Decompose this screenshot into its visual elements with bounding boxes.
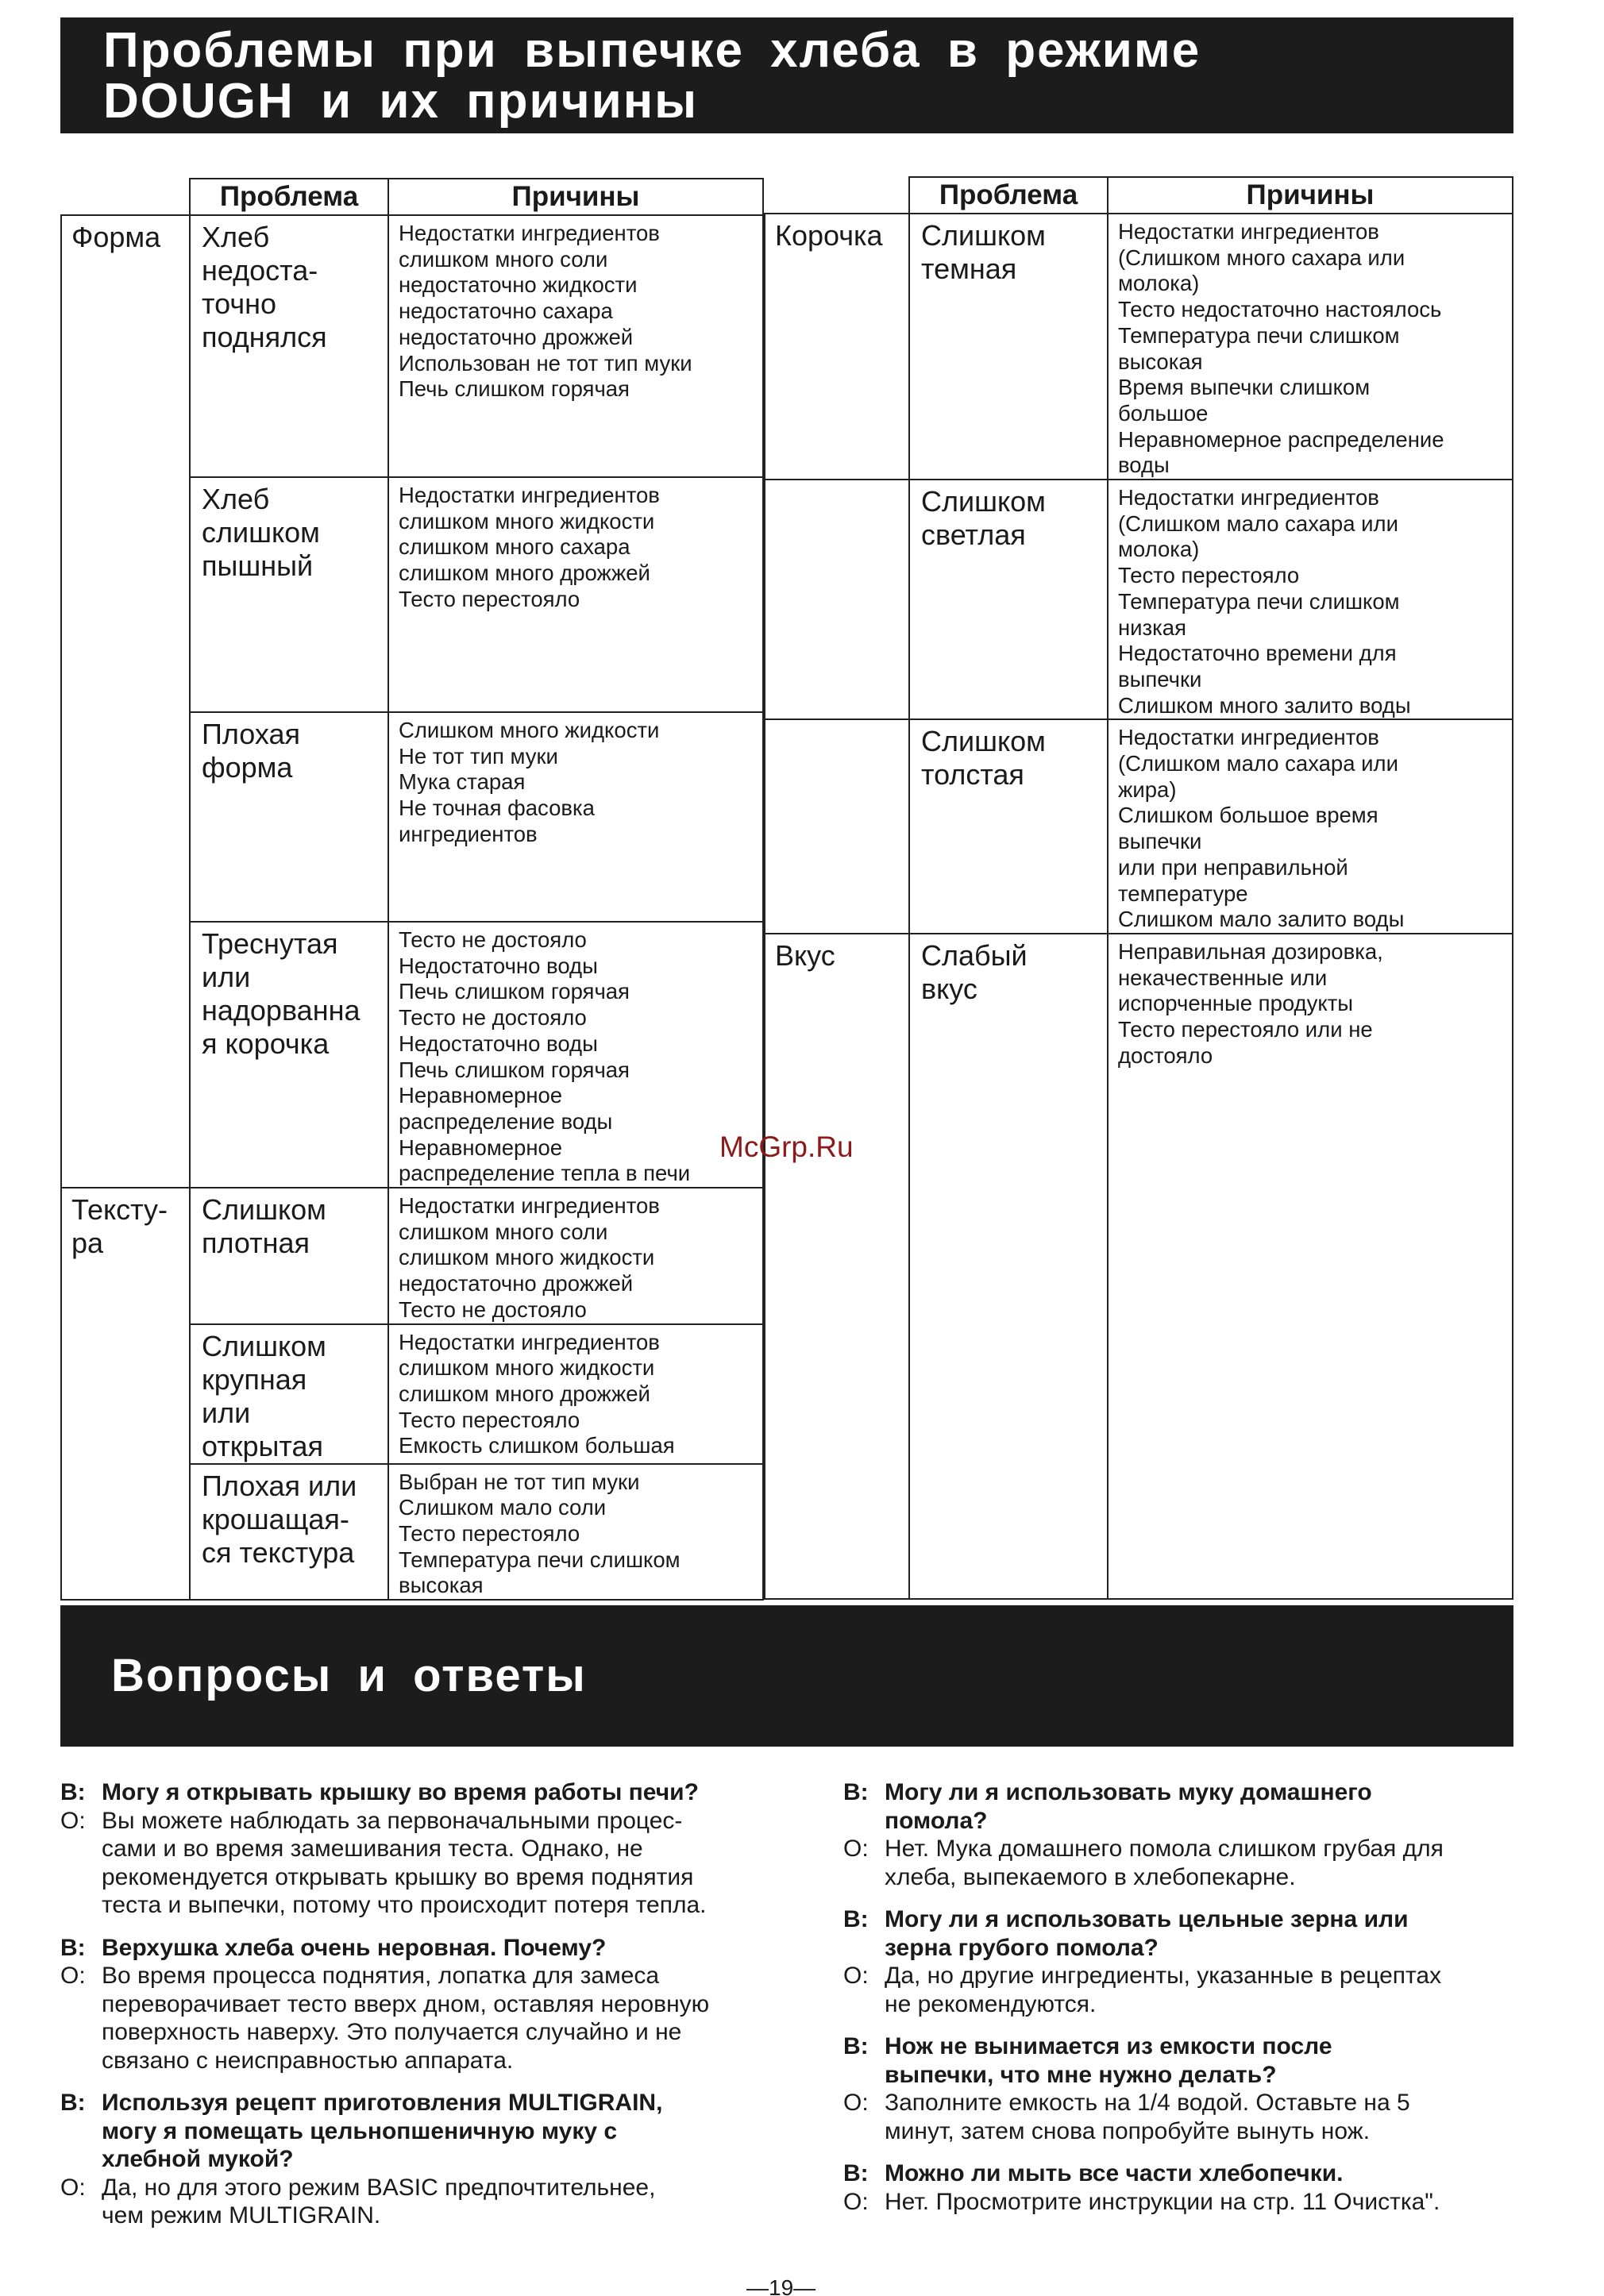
cause-line: Слишком много залито воды — [1118, 692, 1411, 718]
question-line — [843, 1807, 1558, 1836]
answer-line — [60, 2018, 815, 2047]
problem-text-line: Плохая или — [202, 1469, 357, 1502]
cause-line: Температура печи слишком — [399, 1547, 681, 1572]
category-label: ра — [71, 1227, 104, 1260]
causes-cell — [388, 1464, 763, 1601]
table-row — [61, 477, 763, 712]
question-text: выпечки, что мне нужно делать? — [885, 2061, 1277, 2088]
answer-prefix: О: — [843, 1963, 869, 1989]
qa-item — [843, 1905, 1558, 2018]
answer-prefix: О: — [60, 1963, 86, 1989]
category-cell — [61, 215, 190, 477]
causes-cell — [388, 215, 763, 477]
cause-line: воды — [1118, 453, 1170, 478]
answer-text: сами и во время замешивания теста. Однако, не — [102, 1836, 643, 1862]
blank-header-cell — [61, 179, 190, 215]
answer-text: Вы можете наблюдать за первоначальными процес- — [102, 1807, 683, 1834]
table-row — [765, 719, 1513, 934]
answer-line — [843, 1863, 1558, 1892]
cause-line: Слишком мало залито воды — [1118, 907, 1405, 932]
answer-line — [843, 2117, 1558, 2146]
problem-text-line: поднялся — [202, 321, 327, 353]
problem-cell — [190, 477, 388, 712]
answer-prefix: О: — [843, 2188, 869, 2215]
category-label: Форма — [71, 221, 161, 253]
question-line — [843, 2159, 1558, 2188]
problem-cell — [909, 719, 1108, 934]
answer-line — [60, 1990, 815, 2019]
causes-cell — [388, 922, 763, 1188]
question-prefix: В: — [60, 1779, 86, 1805]
causes-cell — [1108, 719, 1513, 934]
problem-text-line: надорванна — [202, 994, 361, 1027]
qa-item — [60, 2089, 815, 2230]
cause-line: молока) — [1118, 271, 1200, 296]
page-number: —19— — [746, 2275, 816, 2296]
column-header-problem: Проблема — [190, 179, 388, 215]
cause-line: Выбран не тот тип муки — [399, 1469, 640, 1494]
causes-cell — [1108, 934, 1513, 1599]
problem-cell — [909, 214, 1108, 480]
category-cell — [61, 477, 190, 712]
problem-text-line: темная — [921, 252, 1017, 285]
answer-line — [843, 1835, 1558, 1863]
category-cell — [765, 934, 909, 1599]
answer-line — [60, 1863, 815, 1892]
cause-line: слишком много сахара — [399, 534, 630, 560]
answer-prefix: О: — [60, 2174, 86, 2201]
problem-text-line: вкус — [921, 972, 977, 1005]
question-text: Нож не вынимается из емкости после — [885, 2033, 1332, 2059]
answer-text: переворачивает тесто вверх дном, оставляя неровную — [102, 1990, 710, 2017]
cause-line: Неравномерное — [399, 1135, 563, 1160]
cause-line: Неравномерное — [399, 1083, 563, 1108]
category-cell — [765, 719, 909, 934]
qa-item — [60, 1778, 815, 1920]
question-text: Могу ли я использовать цельные зерна или — [885, 1906, 1409, 1932]
cause-line: Время выпечки слишком — [1118, 375, 1371, 400]
qa-column-left — [60, 1778, 815, 2244]
table-row — [765, 214, 1513, 480]
category-cell — [61, 1324, 190, 1464]
question-text: могу я помещать цельнопшеничную муку с — [102, 2117, 618, 2144]
cause-line: недостаточно дрожжей — [399, 1271, 634, 1296]
section-title-line-2: DOUGH и их причины — [103, 74, 699, 129]
cause-line: (Слишком много сахара или — [1118, 245, 1405, 270]
problem-text-line: недоста- — [202, 254, 318, 287]
cause-line: слишком много дрожжей — [399, 1381, 650, 1406]
cause-line: температуре — [1118, 880, 1248, 906]
problem-text-line: я корочка — [202, 1027, 330, 1060]
answer-text: теста и выпечки, потому что происходит потеря тепла. — [102, 1892, 707, 1918]
answer-prefix: О: — [843, 1836, 869, 1862]
problem-text-line: светлая — [921, 518, 1026, 552]
cause-line: Использован не тот тип муки — [399, 350, 692, 376]
cause-line: распределение тепла в печи — [399, 1161, 691, 1186]
cause-line: слишком много соли — [399, 1219, 608, 1244]
causes-cell — [1108, 480, 1513, 719]
cause-line: (Слишком мало сахара или — [1118, 751, 1398, 776]
question-line — [843, 1905, 1558, 1934]
problem-cell — [190, 1324, 388, 1464]
qa-item — [843, 1778, 1558, 1891]
answer-text: Нет. Просмотрите инструкции на стр. 11 Очистка". — [885, 2188, 1440, 2215]
question-text: Могу ли я использовать муку домашнего — [885, 1779, 1372, 1805]
answer-text: поверхность наверху. Это получается случайно и не — [102, 2019, 682, 2045]
question-text: Верхушка хлеба очень неровная. Почему? — [102, 1934, 607, 1961]
question-line — [60, 2117, 815, 2146]
cause-line: Печь слишком горячая — [399, 979, 630, 1004]
cause-line: Тесто перестояло или не — [1118, 1017, 1373, 1042]
problem-text-line: толстая — [921, 758, 1024, 792]
answer-line — [60, 1891, 815, 1920]
cause-line: Недостатки ингредиентов — [1118, 725, 1379, 750]
problem-text-line: плотная — [202, 1227, 310, 1260]
cause-line: Недостаточно времени для — [1118, 641, 1397, 666]
blank-header-cell — [765, 177, 909, 214]
qa-item — [843, 2032, 1558, 2145]
causes-cell — [388, 1324, 763, 1464]
causes-cell — [388, 477, 763, 712]
cause-line: Не точная фасовка — [399, 796, 595, 821]
cause-line: слишком много жидкости — [399, 1355, 655, 1381]
cause-line: ингредиентов — [399, 821, 538, 846]
answer-text: Заполните емкость на 1/4 водой. Оставьте на 5 — [885, 2090, 1410, 2116]
problem-text-line: Хлеб — [202, 483, 270, 515]
troubleshooting-table-left — [60, 178, 764, 1601]
answer-line — [60, 2174, 815, 2202]
cause-line: большое — [1118, 400, 1209, 426]
category-label: Тексту- — [71, 1193, 168, 1227]
problem-cell — [190, 1464, 388, 1601]
table-row — [61, 1188, 763, 1324]
answer-prefix: О: — [60, 1807, 86, 1834]
problem-cell — [909, 480, 1108, 719]
table-row — [61, 712, 763, 922]
question-prefix: В: — [60, 2090, 86, 2116]
problem-text-line: Треснутая — [202, 927, 338, 960]
category-cell — [765, 480, 909, 719]
problem-text-line: пышный — [202, 549, 314, 582]
watermark: McGrp.Ru — [719, 1131, 854, 1163]
category-label: Вкус — [775, 938, 835, 972]
cause-line: достояло — [1118, 1042, 1213, 1068]
problem-text-line: форма — [202, 751, 293, 784]
problem-text-line: открытая — [202, 1429, 323, 1462]
question-prefix: В: — [843, 1906, 869, 1932]
answer-text: минут, затем снова попробуйте вынуть нож. — [885, 2117, 1371, 2144]
cause-line: Емкость слишком большая — [399, 1433, 675, 1458]
problem-text-line: Слабый — [921, 938, 1028, 972]
cause-line: Тесто не достояло — [399, 1005, 587, 1031]
cause-line: испорченные продукты — [1118, 991, 1354, 1016]
problem-text-line: крупная — [202, 1362, 307, 1396]
section-title-line-1: Проблемы при выпечке хлеба в режиме — [103, 23, 1201, 78]
question-text: помола? — [885, 1807, 988, 1834]
answer-text: чем режим MULTIGRAIN. — [102, 2202, 381, 2229]
cause-line: низкая — [1118, 614, 1186, 640]
cause-line: Недостаточно воды — [399, 1031, 598, 1056]
qa-item — [843, 2159, 1558, 2216]
answer-text: рекомендуется открывать крышку во время поднятия — [102, 1863, 694, 1890]
cause-line: Температура печи слишком — [1118, 322, 1400, 348]
answer-text: Да, но другие ингредиенты, указанные в рецептах — [885, 1963, 1442, 1989]
category-cell — [61, 922, 190, 1188]
problem-text-line: Плохая — [202, 718, 301, 750]
cause-line: Печь слишком горячая — [399, 376, 630, 402]
cause-line: Слишком много жидкости — [399, 718, 660, 742]
question-line — [60, 2089, 815, 2117]
troubleshooting-table-right — [764, 176, 1513, 1600]
answer-text: Во время процесса поднятия, лопатка для замеса — [102, 1963, 660, 1989]
cause-line: Неравномерное распределение — [1118, 426, 1444, 452]
category-label: Корочка — [775, 219, 883, 252]
answer-text: не рекомендуются. — [885, 1990, 1097, 2017]
question-prefix: В: — [843, 2160, 869, 2186]
cause-line: Недостатки ингредиентов — [399, 1193, 660, 1219]
cause-line: Тесто перестояло — [399, 1520, 580, 1546]
cause-line: слишком много дрожжей — [399, 561, 650, 586]
question-line — [843, 1778, 1558, 1807]
category-cell — [765, 214, 909, 480]
answer-line — [843, 2188, 1558, 2217]
cause-line: высокая — [399, 1573, 484, 1598]
cause-line: слишком много жидкости — [399, 1245, 655, 1270]
category-cell — [61, 1188, 190, 1324]
cause-line: некачественные или — [1118, 965, 1328, 990]
cause-line: высокая — [1118, 349, 1203, 374]
problem-text-line: Слишком — [202, 1193, 326, 1227]
question-line — [843, 1934, 1558, 1963]
cause-line: распределение воды — [399, 1108, 613, 1134]
answer-text: Да, но для этого режим BASIC предпочтительнее, — [102, 2174, 656, 2201]
cause-line: Слишком большое время — [1118, 803, 1378, 828]
cause-line: Тесто перестояло — [1118, 563, 1300, 588]
cause-line: Недостатки ингредиентов — [399, 221, 660, 245]
cause-line: Слишком мало соли — [399, 1495, 607, 1520]
problem-text-line: Слишком — [202, 1329, 326, 1362]
cause-line: Недостатки ингредиентов — [1118, 485, 1379, 510]
question-prefix: В: — [60, 1934, 86, 1961]
column-header-causes: Причины — [388, 179, 763, 215]
cause-line: Недостатки ингредиентов — [399, 483, 660, 507]
answer-line — [60, 1962, 815, 1990]
problem-text-line: крошащая- — [202, 1502, 349, 1535]
causes-cell — [1108, 214, 1513, 480]
cause-line: Недостатки ингредиентов — [1118, 219, 1379, 244]
section-title-banner-qa: Вопросы и ответы — [60, 1605, 1513, 1747]
question-line — [843, 2061, 1558, 2090]
question-text: Могу я открывать крышку во время работы печи? — [102, 1779, 699, 1805]
problem-text-line: Слишком — [921, 725, 1046, 758]
problem-text-line: или — [202, 1396, 251, 1429]
cause-line: Неправильная дозировка, — [1118, 938, 1383, 964]
cause-line: молока) — [1118, 537, 1200, 562]
answer-line — [843, 1990, 1558, 2019]
problem-cell — [190, 215, 388, 477]
answer-prefix: О: — [843, 2090, 869, 2116]
column-header-causes: Причины — [1108, 177, 1513, 214]
cause-line: Не тот тип муки — [399, 743, 558, 769]
column-header-problem: Проблема — [909, 177, 1108, 214]
category-cell — [61, 712, 190, 922]
problem-text-line: точно — [202, 287, 276, 320]
cause-line: Тесто не достояло — [399, 927, 587, 952]
table-row — [765, 934, 1513, 1599]
problem-text-line: Слишком — [921, 219, 1046, 252]
causes-cell — [388, 712, 763, 922]
answer-text: хлеба, выпекаемого в хлебопекарне. — [885, 1863, 1296, 1890]
table-row — [765, 480, 1513, 719]
question-text: Можно ли мыть все части хлебопечки. — [885, 2160, 1344, 2186]
problem-cell — [190, 712, 388, 922]
cause-line: недостаточно сахара — [399, 299, 613, 324]
problem-text-line: или — [202, 961, 251, 993]
cause-line: Недостатки ингредиентов — [399, 1329, 660, 1354]
cause-line: выпечки — [1118, 666, 1202, 691]
problem-cell — [190, 1188, 388, 1324]
question-text: Используя рецепт приготовления MULTIGRAIN, — [102, 2090, 663, 2116]
answer-line — [60, 1807, 815, 1836]
problem-cell — [190, 922, 388, 1188]
cause-line: Тесто перестояло — [399, 1407, 580, 1432]
category-cell — [61, 1464, 190, 1601]
cause-line: недостаточно дрожжей — [399, 324, 634, 349]
answer-line — [60, 1835, 815, 1863]
qa-item — [60, 1934, 815, 2075]
cause-line: Тесто не достояло — [399, 1296, 587, 1322]
question-line — [60, 1778, 815, 1807]
cause-line: Недостаточно воды — [399, 953, 598, 978]
table-row — [61, 1464, 763, 1601]
question-line — [60, 1934, 815, 1963]
answer-text: связано с неисправностью аппарата. — [102, 2047, 514, 2074]
cause-line: или при неправильной — [1118, 854, 1348, 880]
cause-line: Мука старая — [399, 769, 526, 795]
problem-text-line: слишком — [202, 516, 320, 549]
table-row — [61, 215, 763, 477]
cause-line: выпечки — [1118, 829, 1202, 854]
question-text: хлебной мукой? — [102, 2146, 294, 2172]
cause-line: (Слишком мало сахара или — [1118, 510, 1398, 536]
problem-text-line: Слишком — [921, 485, 1046, 518]
answer-line — [60, 2047, 815, 2075]
cause-line: Тесто недостаточно настоялось — [1118, 297, 1442, 322]
section-title-banner-problems — [60, 17, 1513, 133]
table-row — [61, 1324, 763, 1464]
question-prefix: В: — [843, 1779, 869, 1805]
question-line — [843, 2032, 1558, 2061]
answer-line — [843, 2089, 1558, 2117]
table-row — [61, 922, 763, 1188]
causes-cell — [388, 1188, 763, 1324]
cause-line: Температура печи слишком — [1118, 588, 1400, 614]
question-prefix: В: — [843, 2033, 869, 2059]
cause-line: слишком много соли — [399, 246, 608, 272]
problem-cell — [909, 934, 1108, 1599]
answer-line — [843, 1962, 1558, 1990]
qa-column-right — [843, 1778, 1558, 2230]
cause-line: Тесто перестояло — [399, 586, 580, 611]
question-text: зерна грубого помола? — [885, 1934, 1159, 1961]
cause-line: жира) — [1118, 776, 1177, 802]
answer-text: Нет. Мука домашнего помола слишком грубая для — [885, 1836, 1444, 1862]
problem-text-line: Хлеб — [202, 221, 270, 253]
question-line — [60, 2145, 815, 2174]
cause-line: слишком много жидкости — [399, 508, 655, 534]
problem-text-line: ся текстура — [202, 1535, 355, 1569]
cause-line: недостаточно жидкости — [399, 272, 638, 298]
cause-line: Печь слишком горячая — [399, 1057, 630, 1082]
answer-line — [60, 2202, 815, 2230]
